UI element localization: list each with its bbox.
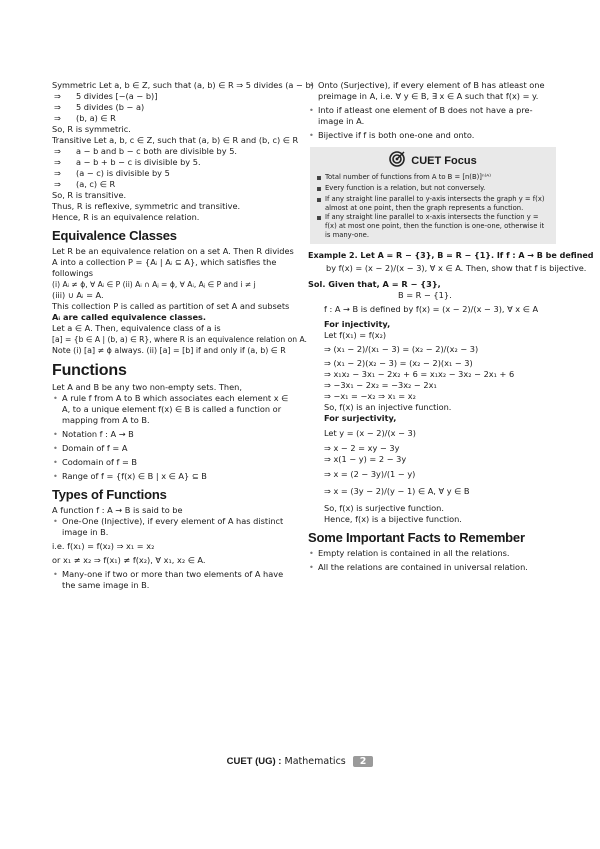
solution-line: ⇒ −x₁ = −x₂ ⇒ x₁ = x₂ xyxy=(324,391,416,401)
transitive-step: ⇒ (a, c) ∈ R xyxy=(54,179,116,189)
solution-line: ⇒ (x₁ − 2)/(x₁ − 3) = (x₂ − 2)/(x₂ − 3) xyxy=(324,344,479,354)
symmetric-step: ⇒ (b, a) ∈ R xyxy=(54,113,116,123)
paragraph-line: followings xyxy=(52,268,94,278)
solution-line: Let f(x₁) = f(x₂) xyxy=(324,330,387,340)
condition-line: (i) Aᵢ ≠ ϕ, ∀ Aᵢ ∈ P (ii) Aᵢ ∩ Aⱼ = ϕ, ∀ Aᵢ, Aⱼ ∈ P and i ≠ j xyxy=(52,280,256,289)
symmetric-step: ⇒ 5 divides (b − a) xyxy=(54,102,145,112)
solution-line: f : A → B is defined by f(x) = (x − 2)/(x − 3), ∀ x ∈ A xyxy=(324,304,539,314)
facts-bullet: • Empty relation is contained in all the relations. xyxy=(308,548,556,559)
summary-line: Thus, R is reflexive, symmetric and transitive. xyxy=(52,201,241,211)
functions-bullet: • Codomain of f = B xyxy=(52,457,297,468)
solution-line: ⇒ x₁x₂ − 3x₁ − 2x₂ + 6 = x₁x₂ − 3x₂ − 2x₁ + 6 xyxy=(324,369,515,379)
paragraph-line: A into a collection P = {Aᵢ | Aᵢ ⊆ A}, which satisfies the xyxy=(52,257,277,267)
symmetric-line: Symmetric Let a, b ∈ Z, such that (a, b) ∈ R ⇒ 5 divides (a − b) xyxy=(52,80,314,90)
page-footer xyxy=(0,756,600,767)
summary-line: Hence, R is an equivalence relation. xyxy=(52,212,200,222)
solution-line: ⇒ (x₁ − 2)(x₂ − 3) = (x₂ − 2)(x₁ − 3) xyxy=(324,358,473,368)
types-heading: Types of Functions xyxy=(52,487,167,502)
transitive-conclusion: So, R is transitive. xyxy=(52,190,127,200)
solution-line: For injectivity, xyxy=(324,319,391,329)
footer-brand: CUET (UG) : xyxy=(226,756,282,767)
cuet-focus-header xyxy=(316,151,550,171)
solution-line: ⇒ x = (3y − 2)/(y − 1) ∈ A, ∀ y ∈ B xyxy=(324,486,470,496)
into-bullet: • Into if atleast one element of B does not have a pre-image in A. xyxy=(308,105,556,127)
many-one-bullet: • Many-one if two or more than two elements of A have the same image in B. xyxy=(52,569,297,591)
symmetric-step: ⇒ 5 divides [−(a − b)] xyxy=(54,91,158,101)
facts-bullet: • All the relations are contained in universal relation. xyxy=(308,562,556,573)
bijective-bullet: • Bijective if f is both one-one and onto. xyxy=(308,130,556,141)
solution-line: Hence, f(x) is a bijective function. xyxy=(324,514,462,524)
paragraph-line: Let R be an equivalence relation on a set A. Then R divides xyxy=(52,246,294,256)
note-line: Note (i) [a] ≠ ϕ always. (ii) [a] = [b] if and only if (a, b) ∈ R xyxy=(52,346,286,355)
paragraph-line: Let a ∈ A. Then, equivalence class of a is xyxy=(52,323,221,333)
transitive-step: ⇒ (a − c) is divisible by 5 xyxy=(54,168,170,178)
one-one-bullet: • One-One (Injective), if every element of A has distinct image in B. xyxy=(52,516,297,538)
equivalence-classes-heading: Equivalence Classes xyxy=(52,228,177,243)
page-number: 2 xyxy=(353,756,374,767)
solution-line: B = R − {1}. xyxy=(398,290,452,300)
functions-bullet: • A rule f from A to B which associates each element x ∈ A, to a unique element f(x) ∈ B is called a function or mapping from A to B. xyxy=(52,393,297,426)
focus-item: If any straight line parallel to y-axis intersects the graph y = f(x) almost at one point, then the graph represents a function. xyxy=(316,195,550,213)
left-column xyxy=(52,80,314,591)
solution-line: ⇒ x(1 − y) = 2 − 3y xyxy=(324,454,407,464)
transitive-step: ⇒ a − b and b − c both are divisible by 5. xyxy=(54,146,238,156)
functions-heading: Functions xyxy=(52,362,127,379)
transitive-line: Transitive Let a, b, c ∈ Z, such that (a, b) ∈ R and (b, c) ∈ R xyxy=(52,135,299,145)
solution-line: Sol. Given that, A = R − {3}, xyxy=(308,279,441,289)
focus-item: Every function is a relation, but not conversely. xyxy=(316,184,550,195)
example-line: by f(x) = (x − 2)/(x − 3), ∀ x ∈ A. Then, show that f is bijective. xyxy=(326,263,587,273)
paragraph-line: This collection P is called as partition of set A and subsets xyxy=(52,301,290,311)
solution-line: ⇒ x = (2 − 3y)/(1 − y) xyxy=(324,469,416,479)
onto-bullet: • Onto (Surjective), if every element of B has atleast one preimage in A, i.e. ∀ y ∈ B, ∃ x ∈ A such that f(x) = y. xyxy=(308,80,556,102)
definition-line: [a] = {b ∈ A | (b, a) ∈ R}, where R is an equivalence relation on A. xyxy=(52,335,307,344)
functions-bullet: • Domain of f = A xyxy=(52,443,297,454)
functions-bullet: • Range of f = {f(x) ∈ B | x ∈ A} ⊆ B xyxy=(52,471,297,482)
transitive-step: ⇒ a − b + b − c is divisible by 5. xyxy=(54,157,201,167)
solution-line: So, f(x) is an injective function. xyxy=(324,402,452,412)
types-intro: A function f : A → B is said to be xyxy=(52,505,183,515)
example-line: Example 2. Let A = R − {3}, B = R − {1}. If f : A → B be defined xyxy=(308,251,594,260)
symmetric-conclusion: So, R is symmetric. xyxy=(52,124,131,134)
ie-line: i.e. f(x₁) = f(x₂) ⇒ x₁ = x₂ xyxy=(52,541,155,551)
functions-intro: Let A and B be any two non-empty sets. Then, xyxy=(52,382,242,392)
footer-subject: Mathematics xyxy=(284,756,346,767)
focus-item: Total number of functions from A to B = [n(B)]ⁿ⁽ᴬ⁾ xyxy=(316,173,550,184)
condition-line: (iii) ∪ Aᵢ = A. xyxy=(52,290,104,300)
target-icon xyxy=(389,151,405,171)
functions-bullet: • Notation f : A → B xyxy=(52,429,297,440)
cuet-focus-title: CUET Focus xyxy=(411,155,477,167)
paragraph-line: Aᵢ are called equivalence classes. xyxy=(52,312,207,322)
solution-line: Let y = (x − 2)/(x − 3) xyxy=(324,428,416,438)
ie-line: or x₁ ≠ x₂ ⇒ f(x₁) ≠ f(x₂), ∀ x₁, x₂ ∈ A. xyxy=(52,555,206,565)
facts-heading: Some Important Facts to Remember xyxy=(308,530,525,545)
solution-line: So, f(x) is surjective function. xyxy=(324,503,444,513)
solution-line: ⇒ x − 2 = xy − 3y xyxy=(324,443,400,453)
focus-item: If any straight line parallel to x-axis intersects the function y = f(x) at most one point, then the function is one-one, otherwise it is many-one. xyxy=(316,213,550,240)
solution-line: For surjectivity, xyxy=(324,413,397,423)
cuet-focus-box xyxy=(310,147,556,244)
solution-line: ⇒ −3x₁ − 2x₂ = −3x₂ − 2x₁ xyxy=(324,380,437,390)
right-column xyxy=(308,80,594,573)
